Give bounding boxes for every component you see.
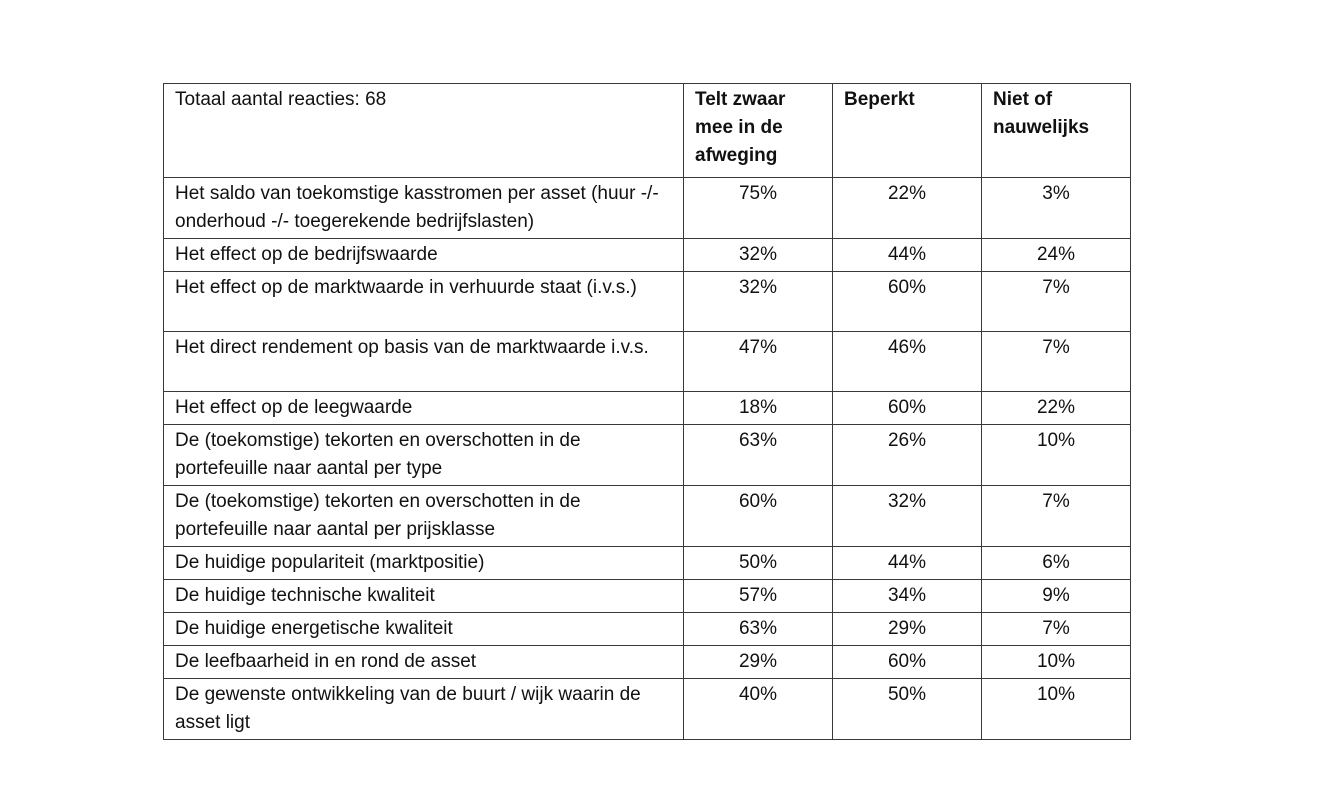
- table-row: [164, 332, 1131, 392]
- survey-results-table: [163, 83, 1131, 740]
- value-not-or-barely: 10%: [982, 425, 1131, 486]
- total-responses-cell: Totaal aantal reacties: 68: [164, 84, 684, 178]
- value-limited: 22%: [833, 178, 982, 239]
- table-header-row: [164, 84, 1131, 178]
- value-weighs-heavily: 32%: [684, 239, 833, 272]
- value-not-or-barely: 9%: [982, 580, 1131, 613]
- value-weighs-heavily: 40%: [684, 679, 833, 740]
- row-label: De huidige technische kwaliteit: [164, 580, 684, 613]
- row-label: Het saldo van toekomstige kasstromen per asset (huur -/- onderhoud -/- toegerekende bedrijfslasten): [164, 178, 684, 239]
- table-row: [164, 646, 1131, 679]
- value-not-or-barely: 3%: [982, 178, 1131, 239]
- value-limited: 32%: [833, 486, 982, 547]
- value-not-or-barely: 10%: [982, 646, 1131, 679]
- value-limited: 34%: [833, 580, 982, 613]
- row-label: Het effect op de leegwaarde: [164, 392, 684, 425]
- value-not-or-barely: 22%: [982, 392, 1131, 425]
- column-header-not-or-barely: Niet of nauwelijks: [982, 84, 1131, 178]
- value-not-or-barely: 24%: [982, 239, 1131, 272]
- value-weighs-heavily: 18%: [684, 392, 833, 425]
- column-header-weighs-heavily: Telt zwaar mee in de afweging: [684, 84, 833, 178]
- value-limited: 44%: [833, 239, 982, 272]
- table-row: [164, 272, 1131, 332]
- table-row: [164, 547, 1131, 580]
- value-limited: 26%: [833, 425, 982, 486]
- row-label: De huidige populariteit (marktpositie): [164, 547, 684, 580]
- table-row: [164, 239, 1131, 272]
- table-row: [164, 392, 1131, 425]
- table-row: [164, 613, 1131, 646]
- row-label: Het direct rendement op basis van de marktwaarde i.v.s.: [164, 332, 684, 392]
- value-weighs-heavily: 47%: [684, 332, 833, 392]
- table-row: [164, 679, 1131, 740]
- table-row: [164, 425, 1131, 486]
- row-label: De gewenste ontwikkeling van de buurt / wijk waarin de asset ligt: [164, 679, 684, 740]
- value-weighs-heavily: 75%: [684, 178, 833, 239]
- value-weighs-heavily: 60%: [684, 486, 833, 547]
- value-limited: 60%: [833, 646, 982, 679]
- value-limited: 60%: [833, 392, 982, 425]
- column-header-limited: Beperkt: [833, 84, 982, 178]
- value-limited: 46%: [833, 332, 982, 392]
- value-not-or-barely: 7%: [982, 272, 1131, 332]
- table-row: [164, 486, 1131, 547]
- table-row: [164, 178, 1131, 239]
- table-row: [164, 580, 1131, 613]
- value-not-or-barely: 6%: [982, 547, 1131, 580]
- value-weighs-heavily: 57%: [684, 580, 833, 613]
- value-weighs-heavily: 63%: [684, 425, 833, 486]
- value-weighs-heavily: 50%: [684, 547, 833, 580]
- value-not-or-barely: 7%: [982, 486, 1131, 547]
- value-limited: 44%: [833, 547, 982, 580]
- value-limited: 60%: [833, 272, 982, 332]
- row-label: Het effect op de marktwaarde in verhuurde staat (i.v.s.): [164, 272, 684, 332]
- row-label: De (toekomstige) tekorten en overschotten in de portefeuille naar aantal per prijsklasse: [164, 486, 684, 547]
- value-not-or-barely: 7%: [982, 613, 1131, 646]
- value-weighs-heavily: 32%: [684, 272, 833, 332]
- value-weighs-heavily: 63%: [684, 613, 833, 646]
- value-weighs-heavily: 29%: [684, 646, 833, 679]
- value-not-or-barely: 10%: [982, 679, 1131, 740]
- value-limited: 50%: [833, 679, 982, 740]
- row-label: De huidige energetische kwaliteit: [164, 613, 684, 646]
- row-label: De (toekomstige) tekorten en overschotten in de portefeuille naar aantal per type: [164, 425, 684, 486]
- value-not-or-barely: 7%: [982, 332, 1131, 392]
- row-label: Het effect op de bedrijfswaarde: [164, 239, 684, 272]
- value-limited: 29%: [833, 613, 982, 646]
- row-label: De leefbaarheid in en rond de asset: [164, 646, 684, 679]
